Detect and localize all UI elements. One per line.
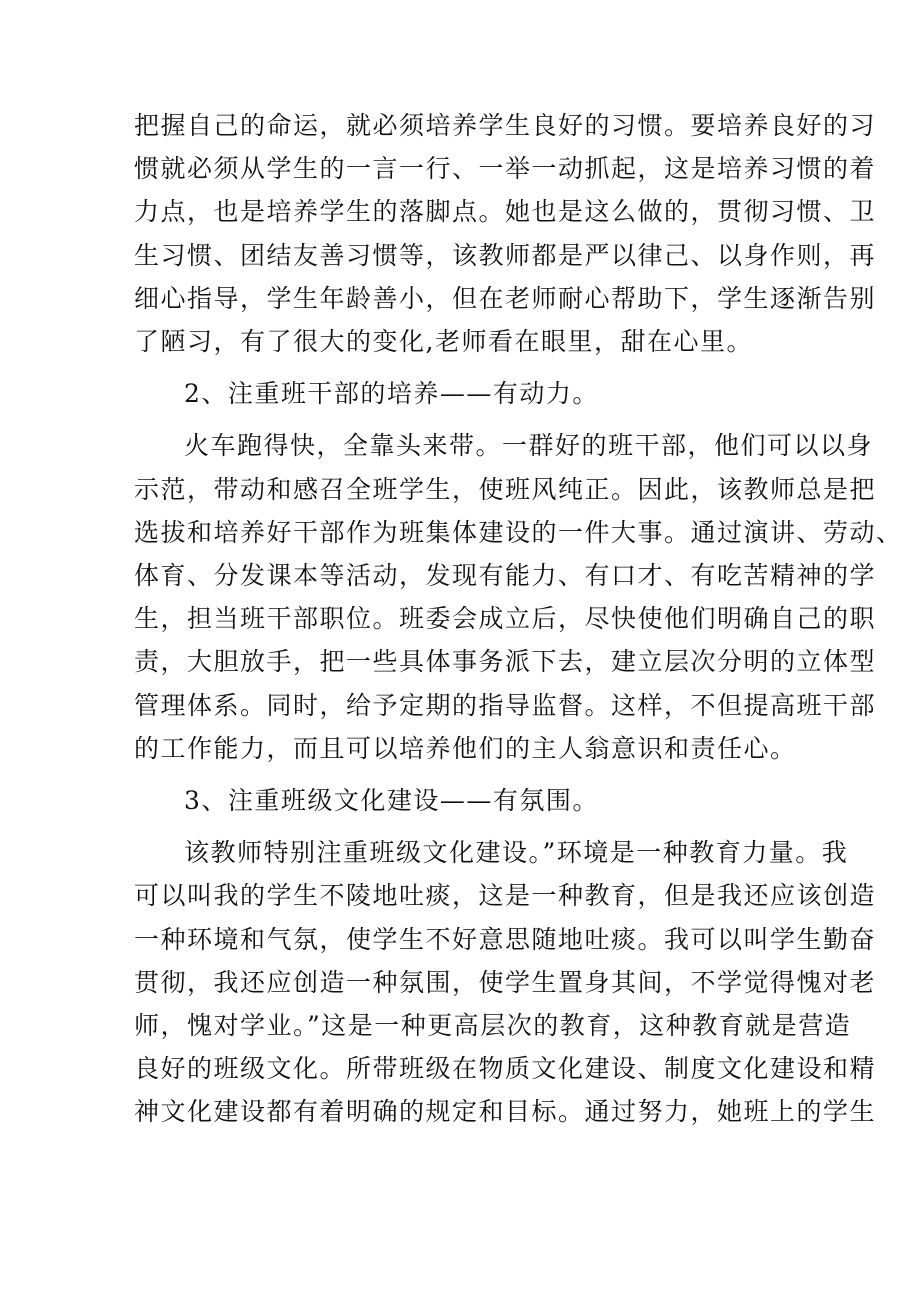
text-line: 师，愧对学业。”这是一种更高层次的教育，这种教育就是营造 — [134, 1011, 852, 1041]
text-line: 该教师特别注重班级文化建设。”环境是一种教育力量。我 — [184, 838, 849, 868]
text-line: 责，大胆放手，把一些具体事务派下去，建立层次分明的立体型 — [134, 647, 877, 677]
text-line: 了陋习，有了很大的变化,老师看在眼里，甜在心里。 — [134, 327, 753, 357]
text-line: 生习惯、团结友善习惯等，该教师都是严以律己、以身作则，再 — [134, 240, 877, 270]
text-line: 生，担当班干部职位。班委会成立后，尽快使他们明确自己的职 — [134, 604, 877, 634]
text-line: 示范，带动和感召全班学生，使班风纯正。因此，该教师总是把 — [134, 474, 877, 504]
paragraph-class-culture — [134, 831, 877, 1133]
heading-text: 2、注重班干部的培养——有动力。 — [184, 379, 599, 409]
paragraph-gap — [134, 770, 784, 779]
text-line: 细心指导，学生年龄善小，但在老师耐心帮助下，学生逐渐告别 — [134, 283, 877, 313]
text-line: 神文化建设都有着明确的规定和目标。通过努力，她班上的学生 — [134, 1097, 877, 1127]
section-heading-class-culture — [134, 779, 784, 822]
text-line: 一种环境和气氛，使学生不好意思随地吐痰。我可以叫学生勤奋 — [134, 924, 877, 954]
text-line: 良好的班级文化。所带班级在物质文化建设、制度文化建设和精 — [134, 1054, 877, 1084]
text-line: 选拔和培养好干部作为班集体建设的一件大事。通过演讲、劳动、 — [134, 517, 903, 547]
text-line: 可以叫我的学生不陵地吐痰，这是一种教育，但是我还应该创造 — [134, 881, 877, 911]
paragraph-habits — [134, 104, 877, 363]
paragraph-gap — [134, 415, 784, 424]
text-line: 力点，也是培养学生的落脚点。她也是这么做的，贯彻习惯、卫 — [134, 197, 877, 227]
text-line: 管理体系。同时，给予定期的指导监督。这样，不但提高班干部 — [134, 690, 877, 720]
text-line: 体育、分发课本等活动，发现有能力、有口才、有吃苦精神的学 — [134, 561, 877, 591]
text-line: 的工作能力，而且可以培养他们的主人翁意识和责任心。 — [134, 733, 797, 763]
document-body — [134, 104, 903, 1134]
section-heading-class-cadres — [134, 372, 784, 415]
text-line: 把握自己的命运，就必须培养学生良好的习惯。要培养良好的习 — [134, 111, 877, 140]
paragraph-class-cadres — [134, 424, 903, 770]
heading-text: 3、注重班级文化建设——有氛围。 — [184, 786, 599, 816]
text-line: 惯就必须从学生的一言一行、一举一动抓起，这是培养习惯的着 — [134, 154, 877, 184]
paragraph-gap — [134, 363, 784, 372]
text-line: 贯彻，我还应创造一种氛围，使学生置身其间，不学觉得愧对老 — [134, 967, 877, 997]
text-line: 火车跑得快，全靠头来带。一群好的班干部，他们可以以身 — [184, 431, 874, 461]
paragraph-gap — [134, 822, 784, 831]
